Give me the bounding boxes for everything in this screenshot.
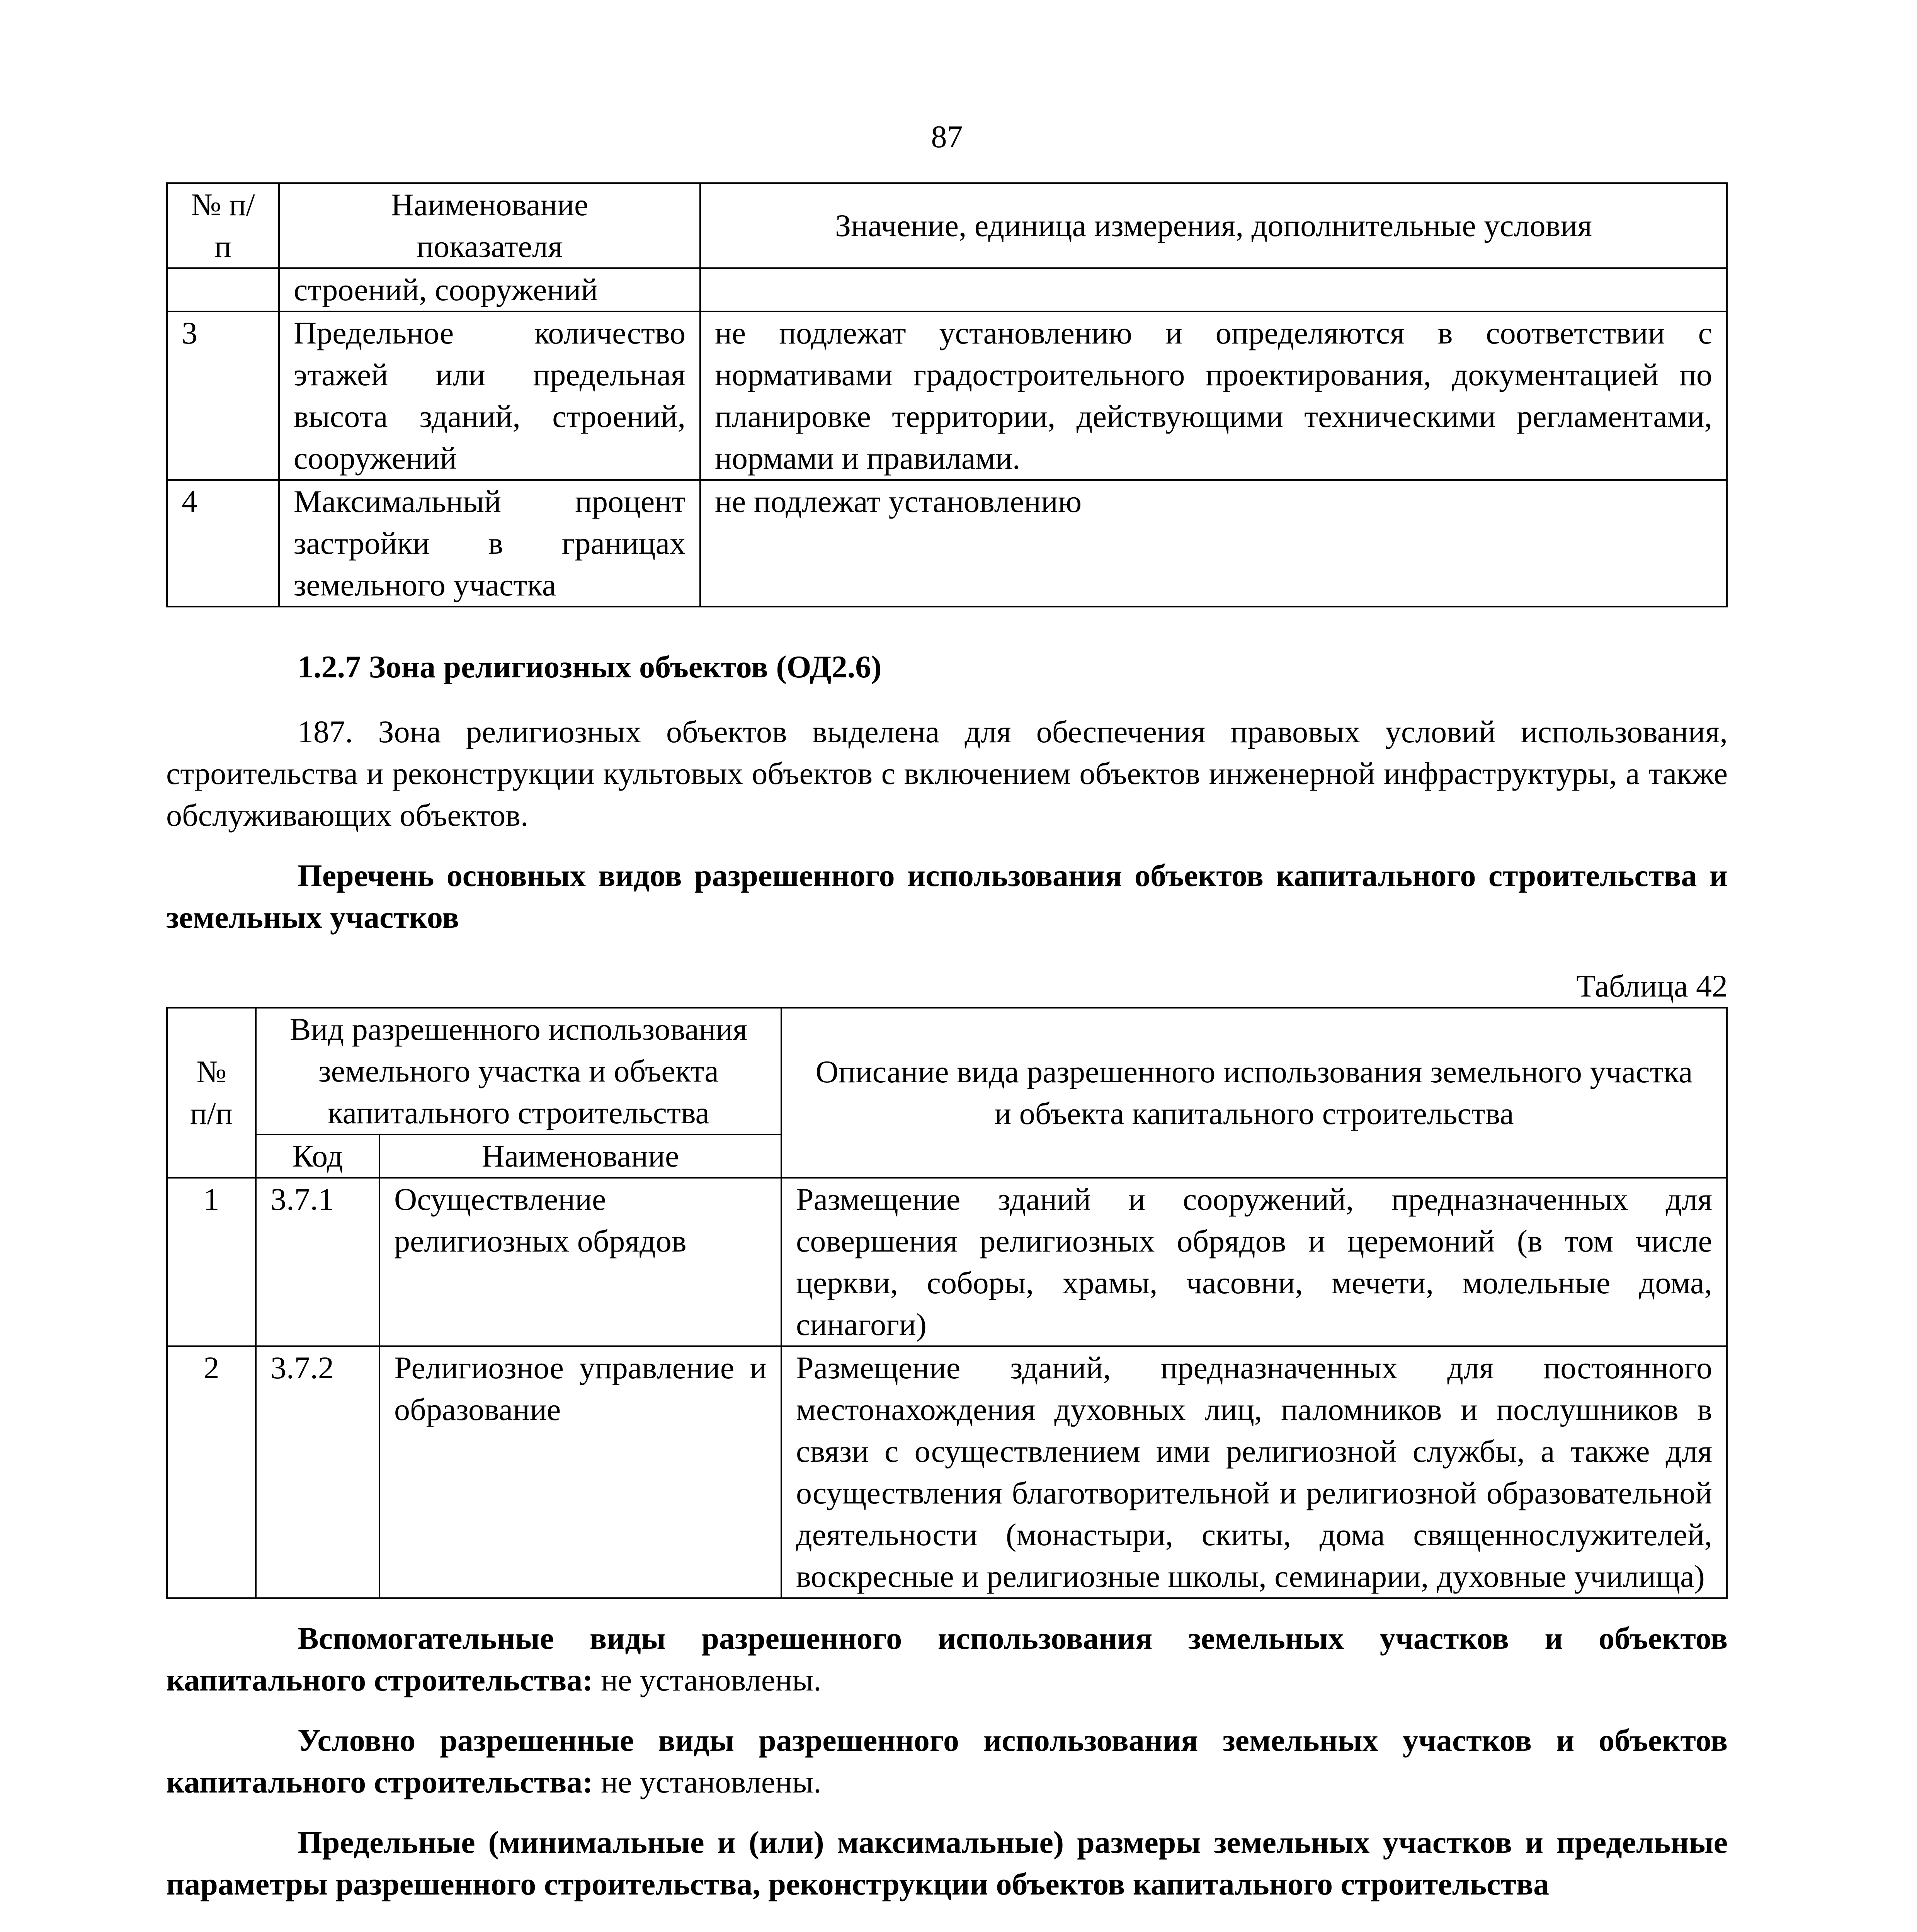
table-42 <box>166 1007 1728 1599</box>
cond-uses-paragraph <box>166 1719 1728 1803</box>
header-value: Значение, единица измерения, дополнительные условия <box>700 183 1727 268</box>
cell-name: Максимальный процент застройки в границах земельного участка <box>279 480 700 607</box>
cell-desc: Размещение зданий и сооружений, предназначенных для совершения религиозных обрядов и церемоний (в том числе церкви, соборы, храмы, часовни, мечети, молельные дома, синагоги) <box>781 1178 1727 1346</box>
header-group: Вид разрешенного использования земельного участка и объекта капитального строительства <box>256 1008 781 1134</box>
header-num: № п/п <box>167 1008 256 1178</box>
table-continuation <box>166 182 1728 607</box>
cell-value: не подлежат установлению <box>700 480 1727 607</box>
cell-value: не подлежат установлению и определяются в соответствии с нормативами градостроительного проектирования, документацией по планировке территории, действующими техническими регламентами, нормами и правилами. <box>700 311 1727 480</box>
cell-code: 3.7.2 <box>256 1346 379 1598</box>
header-name: Наименование показателя <box>279 183 700 268</box>
aux-uses-heading: Вспомогательные виды разрешенного использования земельных участков и объектов капитального строительства: <box>166 1621 1728 1697</box>
cond-uses-heading: Условно разрешенные виды разрешенного использования земельных участков и объектов капитального строительства: <box>166 1723 1728 1799</box>
paragraph-187: 187. Зона религиозных объектов выделена для обеспечения правовых условий использования, строительства и реконструкции культовых объектов с включением объектов инженерной инфраструктуры, а также обслуживающих объектов. <box>166 714 1728 833</box>
cell-num: 4 <box>167 480 279 607</box>
cell-name: Осуществление религиозных обрядов <box>379 1178 781 1346</box>
limits-heading: Предельные (минимальные и (или) максимальные) размеры земельных участков и предельные параметры разрешенного строительства, реконструкции объектов капитального строительства <box>166 1825 1728 1901</box>
header-code: Код <box>256 1134 379 1178</box>
cell-value <box>700 268 1727 311</box>
table-row <box>167 1178 1727 1346</box>
cell-num: 2 <box>167 1346 256 1598</box>
cond-uses-value: не установлены. <box>593 1764 822 1799</box>
aux-uses-value: не установлены. <box>593 1662 822 1697</box>
page-number: 87 <box>931 119 963 154</box>
table-row <box>167 1346 1727 1598</box>
table-row <box>167 268 1727 311</box>
cell-name: строений, сооружений <box>279 268 700 311</box>
table-header-row <box>167 1008 1727 1134</box>
table-row <box>167 480 1727 607</box>
header-name: Наименование <box>379 1134 781 1178</box>
cell-name: Предельное количество этажей или предельная высота зданий, строений, сооружений <box>279 311 700 480</box>
cell-num: 1 <box>167 1178 256 1346</box>
cell-num <box>167 268 279 311</box>
cell-name: Религиозное управление и образование <box>379 1346 781 1598</box>
section-heading: 1.2.7 Зона религиозных объектов (ОД2.6) <box>298 649 882 684</box>
header-num: № п/п <box>167 183 279 268</box>
main-uses-heading: Перечень основных видов разрешенного использования объектов капитального строительства и земельных участков <box>166 858 1728 935</box>
header-desc: Описание вида разрешенного использования земельного участка и объекта капитального строительства <box>781 1008 1727 1178</box>
table-row <box>167 311 1727 480</box>
cell-desc: Размещение зданий, предназначенных для постоянного местонахождения духовных лиц, паломников и послушников в связи с осуществлением ими религиозной службы, а также для осуществления благотворительной и религиозной образовательной деятельности (монастыри, скиты, дома священнослужителей, воскресные и религиозные школы, семинарии, духовные училища) <box>781 1346 1727 1598</box>
cell-code: 3.7.1 <box>256 1178 379 1346</box>
cell-num: 3 <box>167 311 279 480</box>
table-header-row <box>167 183 1727 268</box>
aux-uses-paragraph <box>166 1617 1728 1701</box>
table42-caption: Таблица 42 <box>1576 968 1728 1003</box>
